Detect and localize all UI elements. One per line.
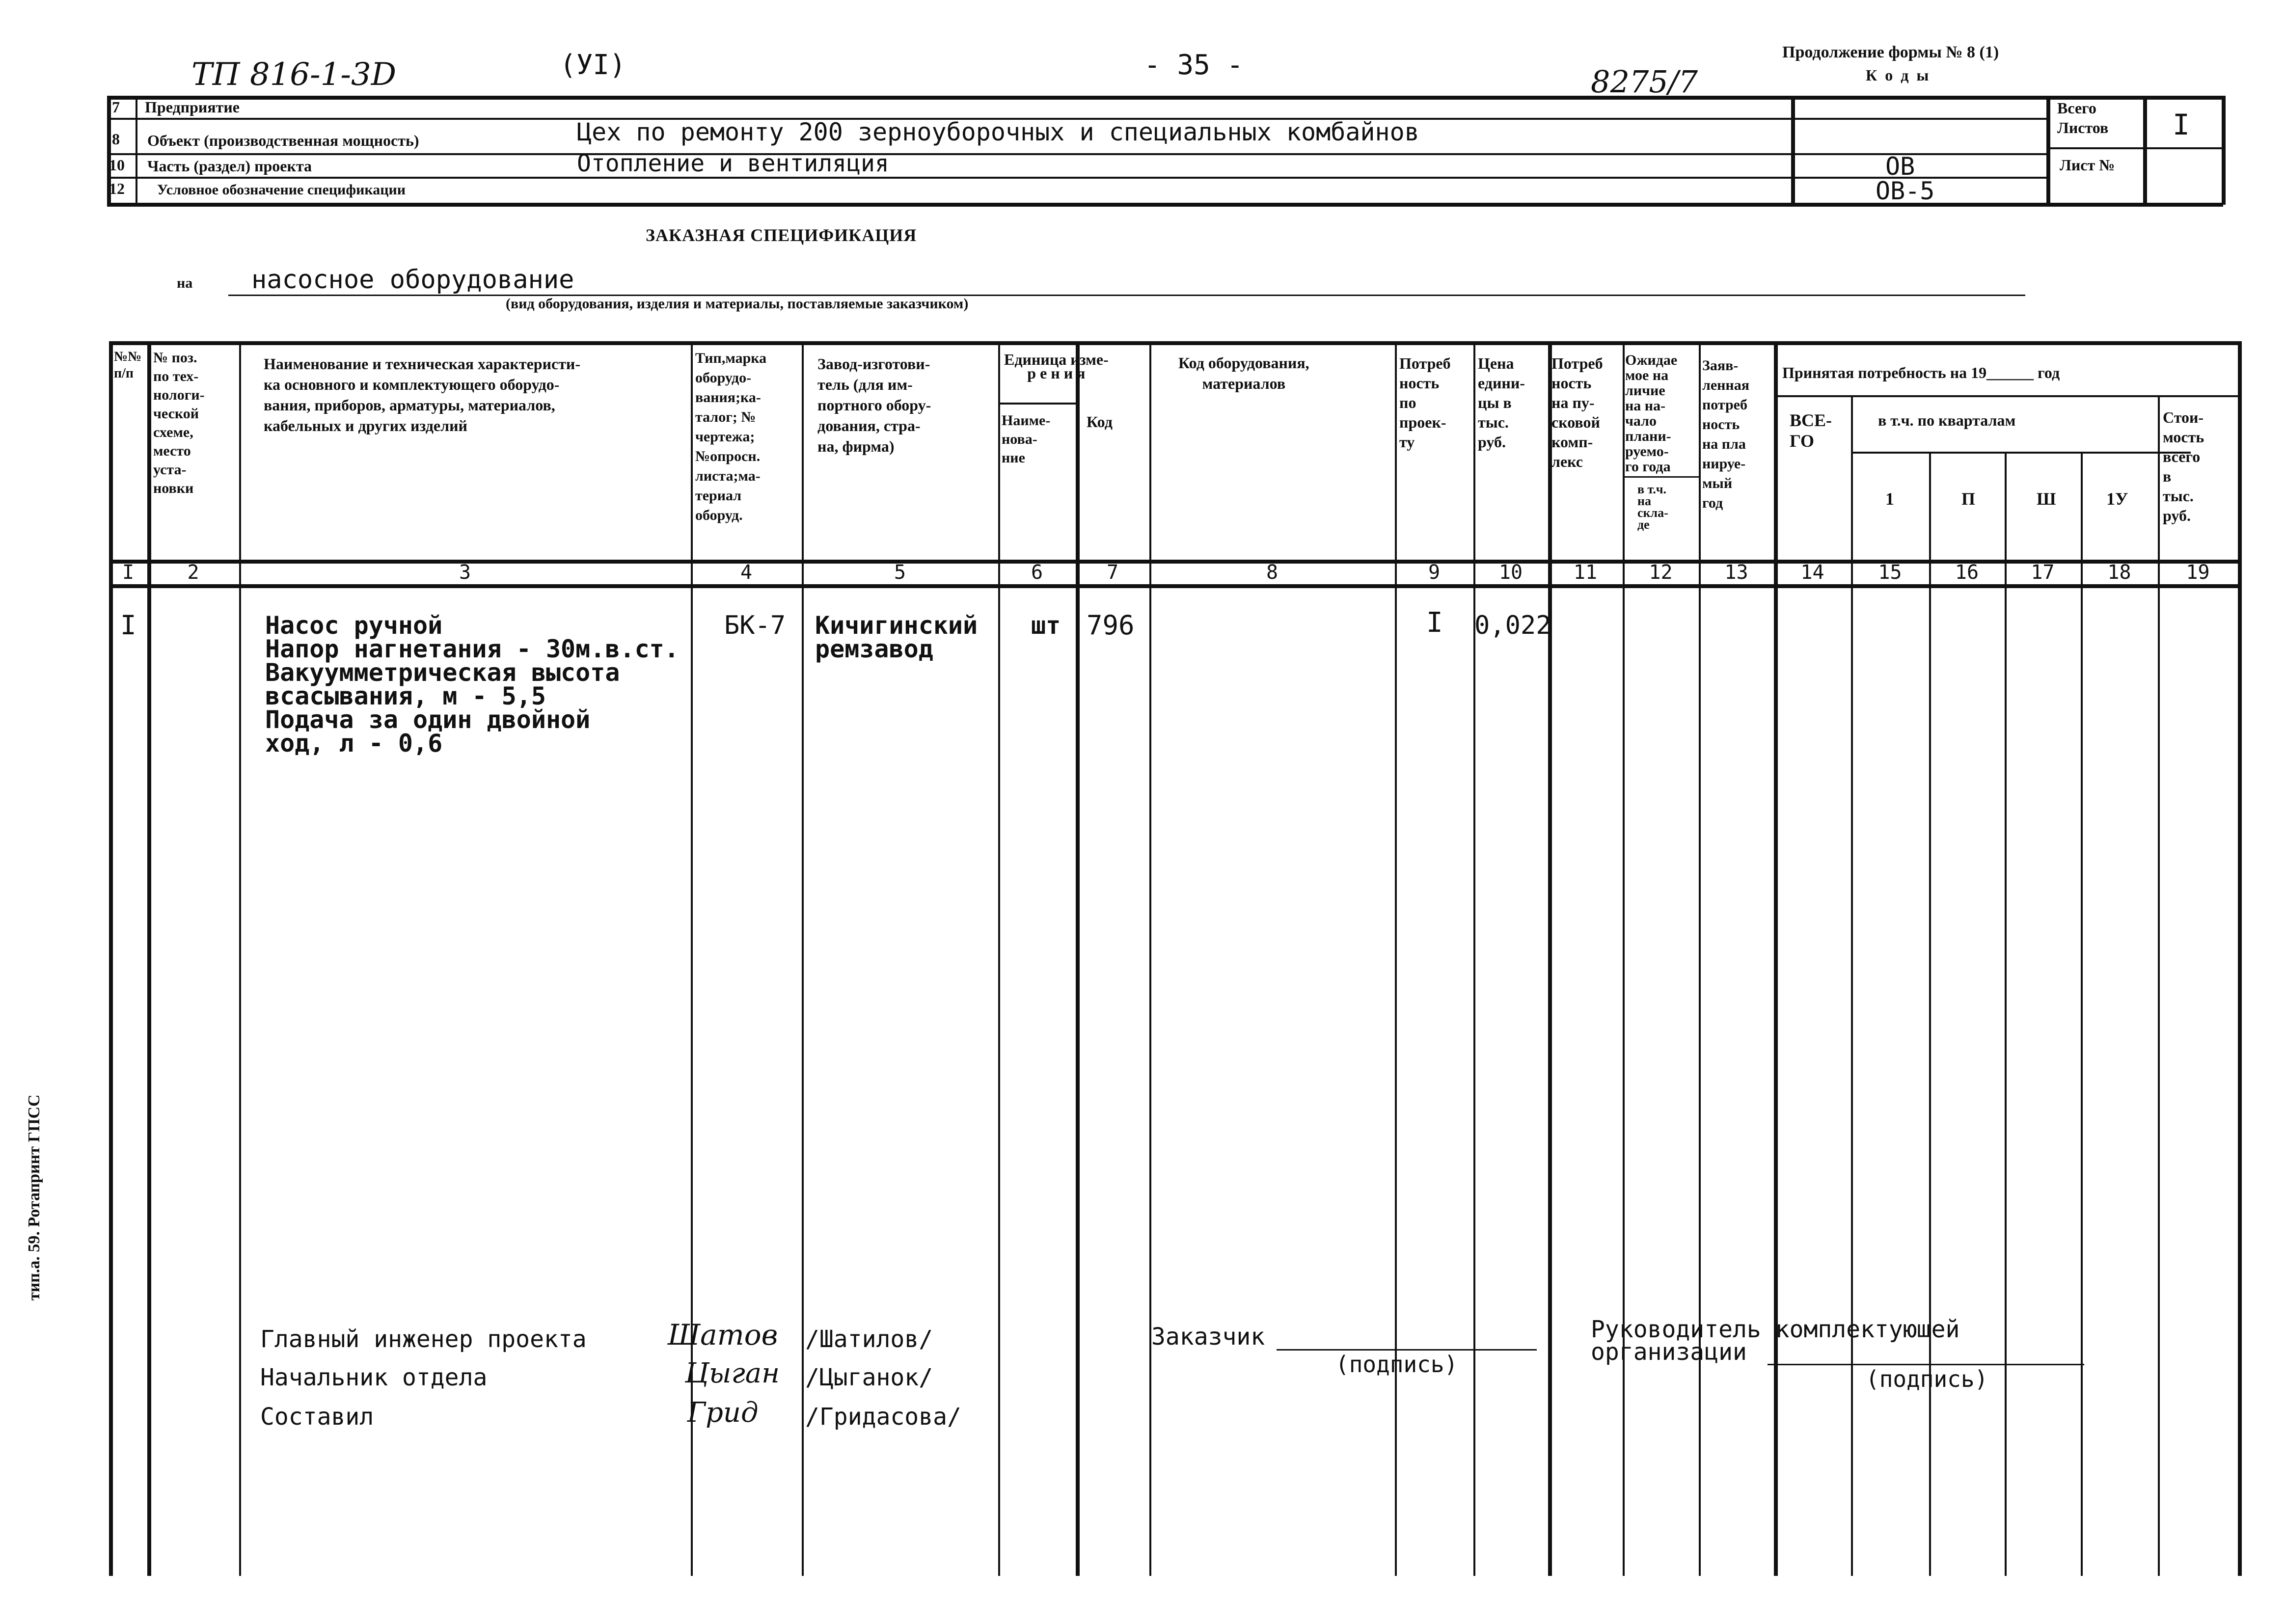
na-label: на xyxy=(177,275,193,291)
column-number: 12 xyxy=(1649,561,1673,584)
column-number: 5 xyxy=(894,561,906,584)
column-number: 16 xyxy=(1955,561,1979,584)
form-title: Продолжение формы № 8 (1) xyxy=(1782,43,1999,61)
column-number: 9 xyxy=(1428,561,1441,584)
column-number: 17 xyxy=(2031,561,2055,584)
item-price: 0,022 xyxy=(1474,611,1551,640)
subject-caption: (вид оборудования, изделия и материалы, поставляемые заказчиком) xyxy=(506,296,969,312)
header-q3: Ш xyxy=(2037,489,2056,509)
column-number: 19 xyxy=(2186,561,2210,584)
info-row-num: 12 xyxy=(109,180,125,197)
signature-name: /Шатилов/ xyxy=(805,1326,933,1353)
header-unit-code: Код xyxy=(1087,413,1113,431)
signature-name: /Цыганок/ xyxy=(805,1364,933,1391)
printing-note: тип.а. 59. Ротапринт ГПСС xyxy=(25,1094,43,1300)
header-expected: Ожидае мое на личие на на- чало плани- руемо- го года xyxy=(1625,352,1678,475)
column-number: 11 xyxy=(1573,561,1598,584)
handwritten-signature: Грид xyxy=(687,1397,759,1429)
column-number: 14 xyxy=(1800,561,1824,584)
header-total: ВСЕ- ГО xyxy=(1790,410,1832,451)
column-number: 2 xyxy=(187,561,199,584)
column-number: 15 xyxy=(1878,561,1902,584)
item-name: Насос ручной Напор нагнетания - 30м.в.ст. Вакуумметрическая высота всасывания, м - 5,5 Подача за один двойной ход, л - 0,6 xyxy=(265,611,679,758)
column-number: 13 xyxy=(1724,561,1748,584)
header-unit: Единица изме- р е н и я xyxy=(1004,351,1109,382)
section-value: Отопление и вентиляция xyxy=(577,150,889,177)
header-declared-need: Заяв- ленная потреб ность на пла нируе- мый год xyxy=(1702,357,1749,511)
item-unit: шт xyxy=(1031,611,1061,640)
column-number: 6 xyxy=(1031,561,1043,584)
header-q2: П xyxy=(1961,489,1976,509)
customer-signature-caption: (подпись) xyxy=(1335,1351,1458,1378)
document-code: ТП 816-1-3D xyxy=(191,56,396,93)
page-number: - 35 - xyxy=(1144,49,1244,81)
info-row-num: 8 xyxy=(112,130,120,148)
column-number: 10 xyxy=(1498,561,1523,584)
column-number: I xyxy=(122,561,135,584)
header-type: Тип,марка оборудо- вания;ка- талог; № чертежа; №опросн. листа;ма- териал оборуд. xyxy=(695,350,767,523)
info-row-label: Объект (производственная мощность) xyxy=(147,132,419,149)
header-launch-need: Потреб ность на пу- сковой комп- лекс xyxy=(1551,354,1603,470)
total-sheets-label: Всего Листов xyxy=(2057,99,2109,136)
header-accepted-need: Принятая потребность на 19______ год xyxy=(1782,364,2060,381)
header-equipment-code: Код оборудования, материалов xyxy=(1178,354,1309,392)
column-number: 8 xyxy=(1266,561,1279,584)
handwritten-signature: Цыган xyxy=(685,1357,780,1389)
equipment-subject: насосное оборудование xyxy=(251,265,574,295)
column-number: 4 xyxy=(740,561,753,584)
signature-role: Начальник отдела xyxy=(260,1364,488,1391)
header-manufacturer: Завод-изготови- тель (для им- портного обору- дования, стра- на, фирма) xyxy=(817,355,931,455)
column-number: 3 xyxy=(459,561,471,584)
info-row-num: 7 xyxy=(112,98,120,116)
header-name: Наименование и техническая характеристи- ка основного и комплектующего оборудо- вания, приборов, арматуры, материалов, кабельных и других изделий xyxy=(264,355,581,434)
header-in-stock: в т.ч. на скла- де xyxy=(1637,482,1668,532)
item-type: БК-7 xyxy=(724,611,786,640)
column-number: 18 xyxy=(2107,561,2131,584)
item-manufacturer: Кичигинский ремзавод xyxy=(815,611,978,663)
column-number: 7 xyxy=(1106,561,1119,584)
signature-role: Составил xyxy=(260,1403,374,1431)
item-quantity: I xyxy=(1426,607,1443,639)
inventory-number: 8275/7 xyxy=(1591,64,1698,100)
item-unit-code: 796 xyxy=(1087,610,1135,641)
info-row-label: Условное обозначение спецификации xyxy=(157,182,406,198)
total-sheets-value: I xyxy=(2173,108,2190,141)
sheet-number-label: Лист № xyxy=(2060,156,2115,174)
section-number: (УI) xyxy=(560,49,626,81)
header-quarters: в т.ч. по кварталам xyxy=(1878,411,2016,429)
customer-label: Заказчик xyxy=(1151,1323,1265,1351)
header-q4: 1У xyxy=(2106,489,2128,509)
header-row-number: №№ п/п xyxy=(114,349,142,381)
header-unit-price: Цена едини- цы в тыс. руб. xyxy=(1478,354,1525,451)
row-number: I xyxy=(120,610,136,641)
header-q1: 1 xyxy=(1885,489,1894,509)
spec-code: ОВ-5 xyxy=(1876,177,1935,205)
codes-label: К о д ы xyxy=(1866,66,1931,84)
organization-signature-caption: (подпись) xyxy=(1866,1366,1988,1392)
header-cost: Стои- мость всего в тыс. руб. xyxy=(2163,408,2204,524)
handwritten-signature: Шатов xyxy=(668,1318,778,1352)
header-unit-name: Наиме- нова- ние xyxy=(1002,412,1051,466)
info-row-num: 10 xyxy=(109,156,125,174)
signature-name: /Гридасова/ xyxy=(805,1403,961,1431)
object-value: Цех по ремонту 200 зерноуборочных и специальных комбайнов xyxy=(577,118,1419,146)
page-title: ЗАКАЗНАЯ СПЕЦИФИКАЦИЯ xyxy=(646,225,917,245)
header-project-need: Потреб ность по проек- ту xyxy=(1399,354,1451,451)
signature-role: Главный инженер проекта xyxy=(260,1326,587,1353)
organization-label: Руководитель комплектующей организации xyxy=(1591,1316,1960,1366)
section-code: ОВ xyxy=(1885,152,1915,181)
info-row-label: Предприятие xyxy=(145,98,240,116)
header-position: № поз. по тех- нологи- ческой схеме, место уста- новки xyxy=(153,350,205,496)
info-row-label: Часть (раздел) проекта xyxy=(147,157,312,175)
